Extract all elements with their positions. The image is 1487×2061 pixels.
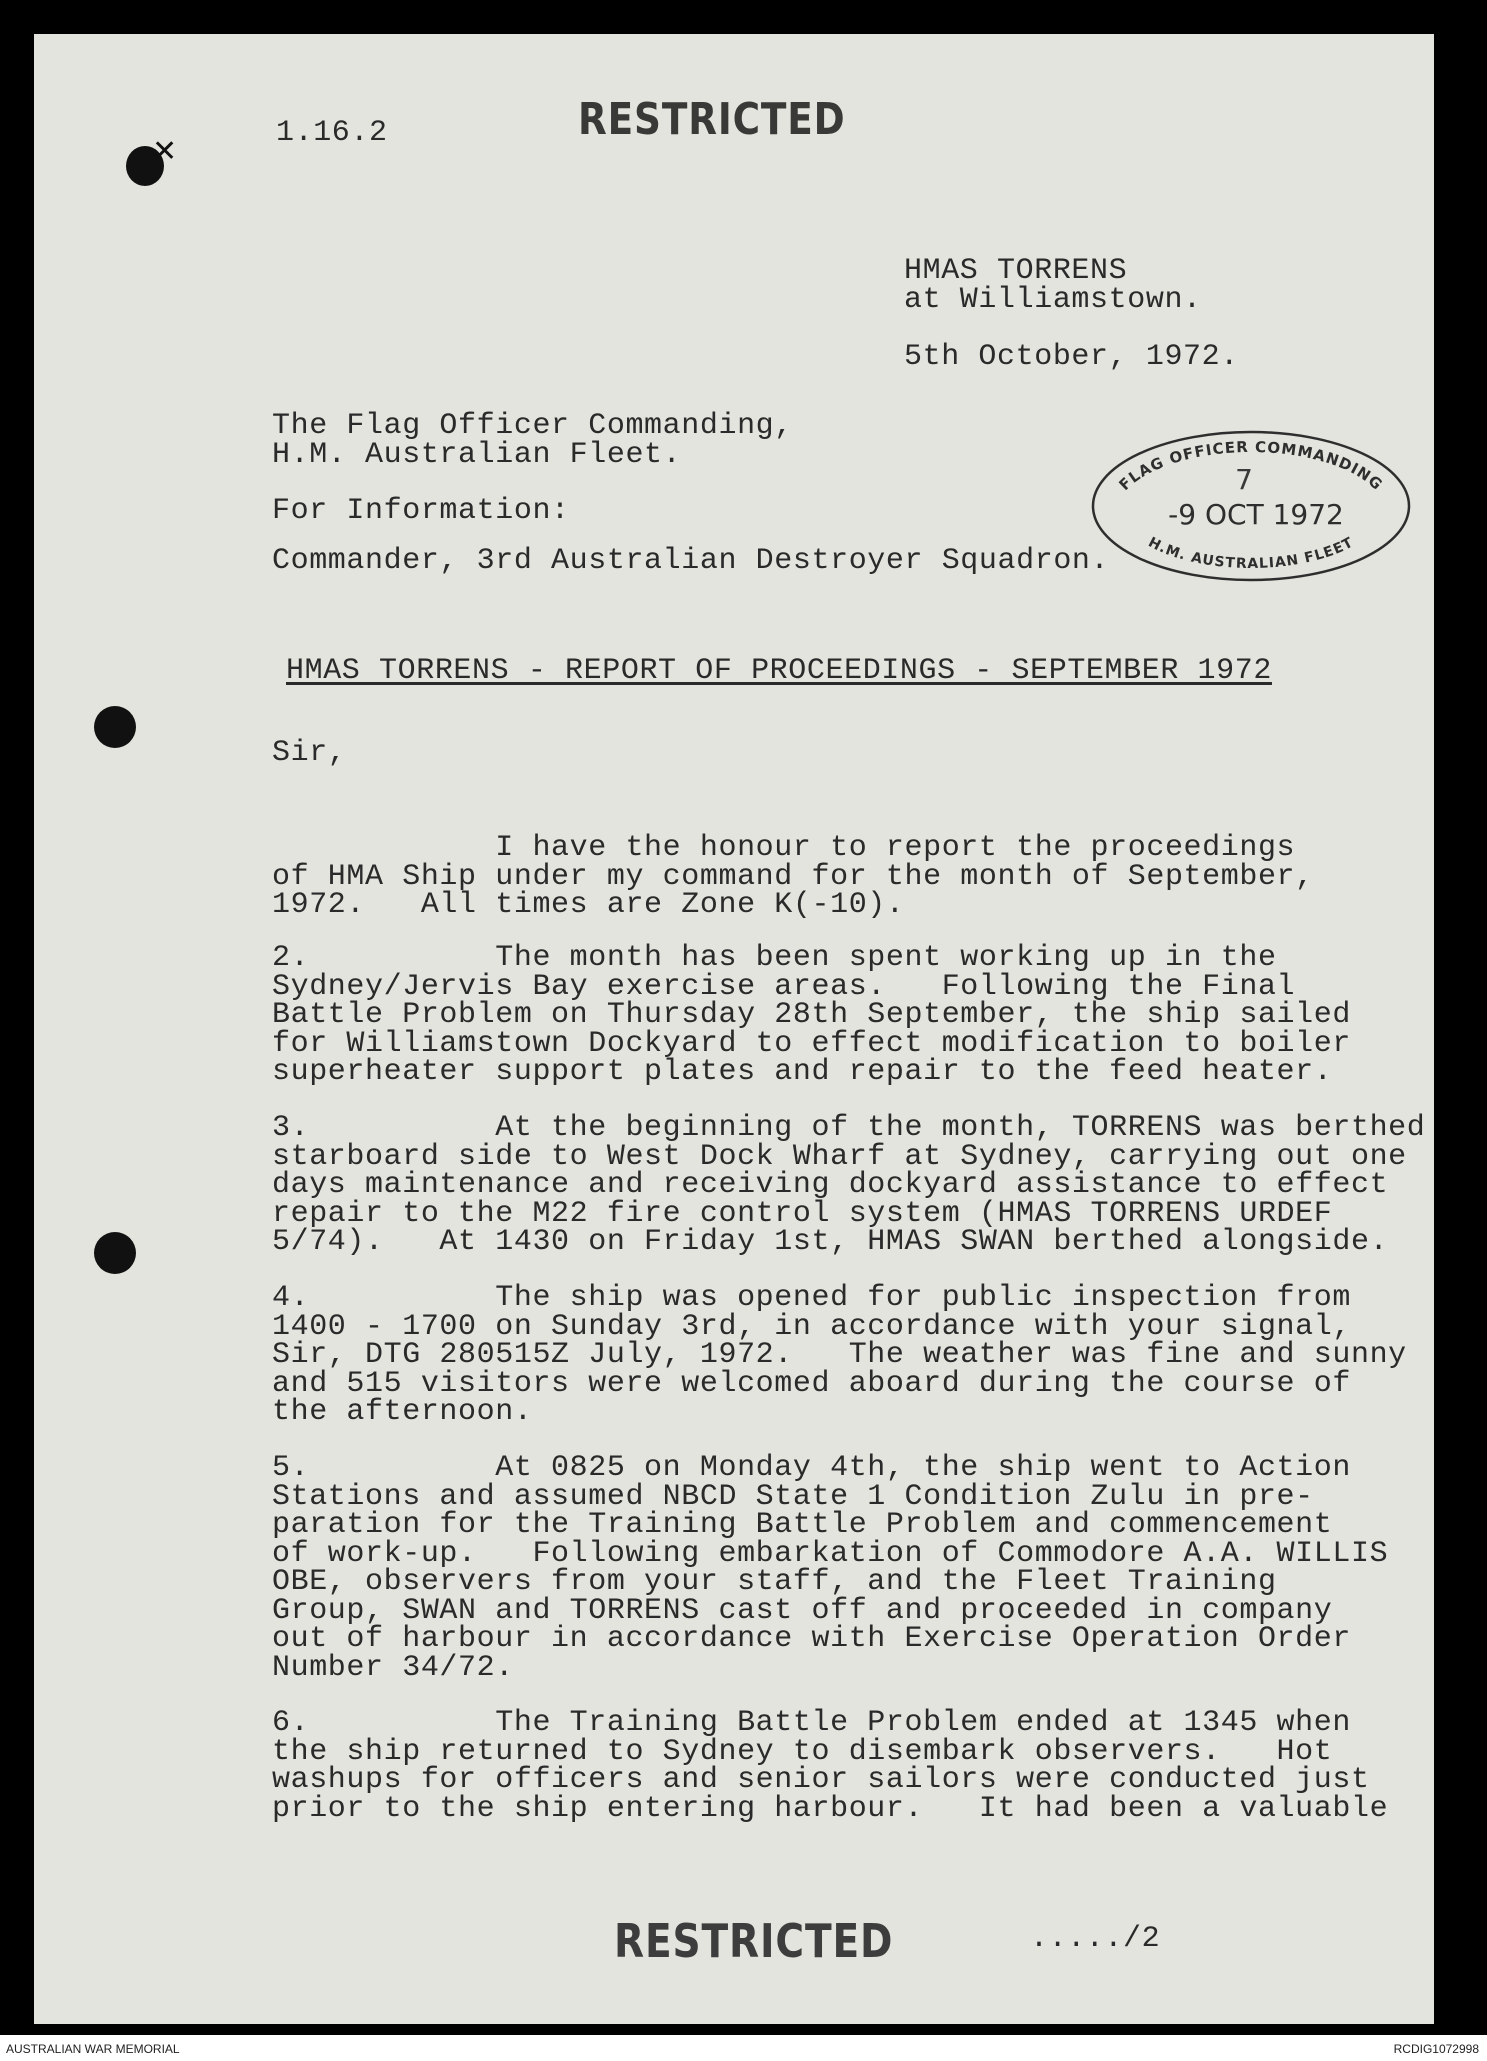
stamp-top-text: FLAG OFFICER COMMANDING bbox=[1115, 437, 1387, 495]
paragraph-1 bbox=[272, 831, 1314, 922]
paragraph-line: for Williamstown Dockyard to effect modification to boiler bbox=[272, 1026, 1351, 1061]
svg-text:H.M. AUSTRALIAN FLEET bbox=[1146, 534, 1357, 572]
paragraph-6 bbox=[272, 1706, 1389, 1826]
stamp-date: -9 OCT 1972 bbox=[1168, 498, 1344, 531]
addressee-line-2: H.M. Australian Fleet. bbox=[272, 438, 682, 472]
paragraph-line: 5. At 0825 on Monday 4th, the ship went to Action bbox=[272, 1451, 1351, 1485]
continuation-marker: ...../2 bbox=[1030, 1922, 1161, 1956]
archive-name: AUSTRALIAN WAR MEMORIAL bbox=[6, 2042, 180, 2056]
ink-mark: ✕ bbox=[152, 134, 178, 169]
paragraph-line: washups for officers and senior sailors were conducted just bbox=[272, 1763, 1370, 1797]
paragraph-line: repair to the M22 fire control system (HMAS TORRENS URDEF bbox=[272, 1196, 1333, 1231]
paragraph-line: OBE, observers from your staff, and the Fleet Training bbox=[272, 1565, 1277, 1599]
paragraph-line: and 515 visitors were welcomed aboard during the course of bbox=[272, 1366, 1351, 1401]
salutation: Sir, bbox=[272, 736, 347, 770]
paragraph-line: 5/74). At 1430 on Friday 1st, HMAS SWAN berthed alongside. bbox=[272, 1225, 1389, 1259]
paragraph-line: 3. At the beginning of the month, TORRENS was berthed bbox=[272, 1111, 1426, 1145]
paragraph-line: starboard side to West Dock Wharf at Sydney, carrying out one bbox=[272, 1139, 1407, 1174]
paragraph-5 bbox=[272, 1451, 1389, 1685]
received-stamp bbox=[1086, 424, 1416, 584]
paragraph-line: Number 34/72. bbox=[272, 1650, 514, 1685]
paragraph-line: of HMA Ship under my command for the month of September, bbox=[272, 859, 1314, 894]
paragraph-line: 1972. All times are Zone K(-10). bbox=[272, 888, 905, 922]
restricted-stamp-top: RESTRICTED bbox=[578, 94, 846, 145]
archive-record-id: RCDIG1072998 bbox=[1393, 2042, 1479, 2056]
received-stamp-graphic bbox=[1086, 424, 1416, 584]
file-reference: 1.16.2 bbox=[276, 116, 388, 150]
punch-hole-lower bbox=[94, 1232, 136, 1274]
stamp-bottom-text: H.M. AUSTRALIAN FLEET bbox=[1145, 534, 1357, 572]
paragraph-line: Battle Problem on Thursday 28th September, the ship sailed bbox=[272, 998, 1351, 1032]
subject-line: HMAS TORRENS - REPORT OF PROCEEDINGS - SEPTEMBER 1972 bbox=[286, 654, 1272, 688]
addressee-line-1: The Flag Officer Commanding, bbox=[272, 409, 793, 443]
paragraph-4 bbox=[272, 1281, 1407, 1429]
info-addressee: Commander, 3rd Australian Destroyer Squadron. bbox=[272, 544, 1110, 578]
stamp-number: 7 bbox=[1235, 463, 1253, 496]
paragraph-line: I have the honour to report the proceedings bbox=[272, 831, 1296, 865]
restricted-stamp-bottom: RESTRICTED bbox=[614, 1914, 894, 1968]
sender-ship: HMAS TORRENS bbox=[904, 254, 1128, 288]
paragraph-line: paration for the Training Battle Problem and commencement bbox=[272, 1508, 1333, 1542]
paragraph-line: of work-up. Following embarkation of Commodore A.A. WILLIS bbox=[272, 1536, 1389, 1571]
paragraph-line: Stations and assumed NBCD State 1 Condition Zulu in pre- bbox=[272, 1479, 1314, 1514]
paragraph-line: Sydney/Jervis Bay exercise areas. Following the Final bbox=[272, 969, 1296, 1004]
document-page bbox=[34, 34, 1434, 2024]
paragraph-line: 4. The ship was opened for public inspection from bbox=[272, 1281, 1351, 1315]
punch-hole-middle bbox=[94, 706, 136, 748]
paragraph-3 bbox=[272, 1111, 1426, 1259]
paragraph-line: out of harbour in accordance with Exercise Operation Order bbox=[272, 1622, 1351, 1656]
paragraph-line: superheater support plates and repair to the feed heater. bbox=[272, 1055, 1333, 1089]
paragraph-line: the afternoon. bbox=[272, 1395, 533, 1429]
paragraph-2 bbox=[272, 941, 1351, 1089]
paragraph-line: Sir, DTG 280515Z July, 1972. The weather was fine and sunny bbox=[272, 1338, 1407, 1372]
paragraph-line: days maintenance and receiving dockyard assistance to effect bbox=[272, 1168, 1389, 1202]
archive-footer-bar bbox=[0, 2035, 1487, 2061]
paragraph-line: 1400 - 1700 on Sunday 3rd, in accordance with your signal, bbox=[272, 1309, 1351, 1344]
paragraph-line: prior to the ship entering harbour. It had been a valuable bbox=[272, 1791, 1389, 1826]
info-label: For Information: bbox=[272, 494, 570, 528]
paragraph-line: the ship returned to Sydney to disembark observers. Hot bbox=[272, 1734, 1333, 1769]
paragraph-line: 6. The Training Battle Problem ended at 1345 when bbox=[272, 1706, 1351, 1740]
paragraph-line: Group, SWAN and TORRENS cast off and proceeded in company bbox=[272, 1593, 1333, 1628]
letter-date: 5th October, 1972. bbox=[904, 340, 1239, 374]
paragraph-line: 2. The month has been spent working up in the bbox=[272, 941, 1277, 975]
sender-location: at Williamstown. bbox=[904, 283, 1202, 317]
